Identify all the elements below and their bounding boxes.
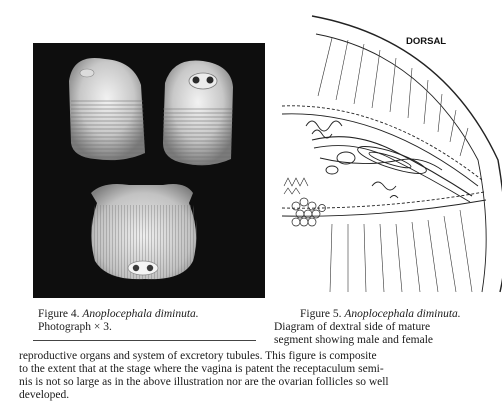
figure-5-diagram xyxy=(272,10,502,298)
caption-divider xyxy=(33,340,256,341)
specimen-bottom xyxy=(91,184,197,279)
specimen-right xyxy=(163,60,233,165)
figure-5-caption-line-1 xyxy=(300,308,461,321)
figure-5-caption-line-3: segment showing male and female xyxy=(274,334,434,346)
body-text-line-3: nis is not so large as in the above illustration nor are the ovarian follicles so well xyxy=(19,376,389,388)
figure-5-species: Anoplocephala diminuta. xyxy=(344,308,461,320)
figure-4-caption-line-1 xyxy=(38,308,199,321)
dorsal-label: DORSAL xyxy=(406,36,447,47)
body-text-line-1: reproductive organs and system of excretory tubules. This figure is composite xyxy=(19,350,377,362)
figure-5-label: Figure 5. xyxy=(300,308,342,320)
figure-4-caption-line-2: Photograph × 3. xyxy=(38,321,112,333)
figure-4-label: Figure 4. xyxy=(38,308,80,320)
figure-4-photograph xyxy=(33,43,265,298)
specimen-left xyxy=(69,58,145,160)
body-text-line-2: to the extent that at the stage where the vagina is patent the receptaculum semi- xyxy=(19,363,384,375)
body-text-line-4: developed. xyxy=(19,389,70,401)
figure-4-species: Anoplocephala diminuta. xyxy=(82,308,199,320)
figure-5-caption-line-2: Diagram of dextral side of mature xyxy=(274,321,431,333)
